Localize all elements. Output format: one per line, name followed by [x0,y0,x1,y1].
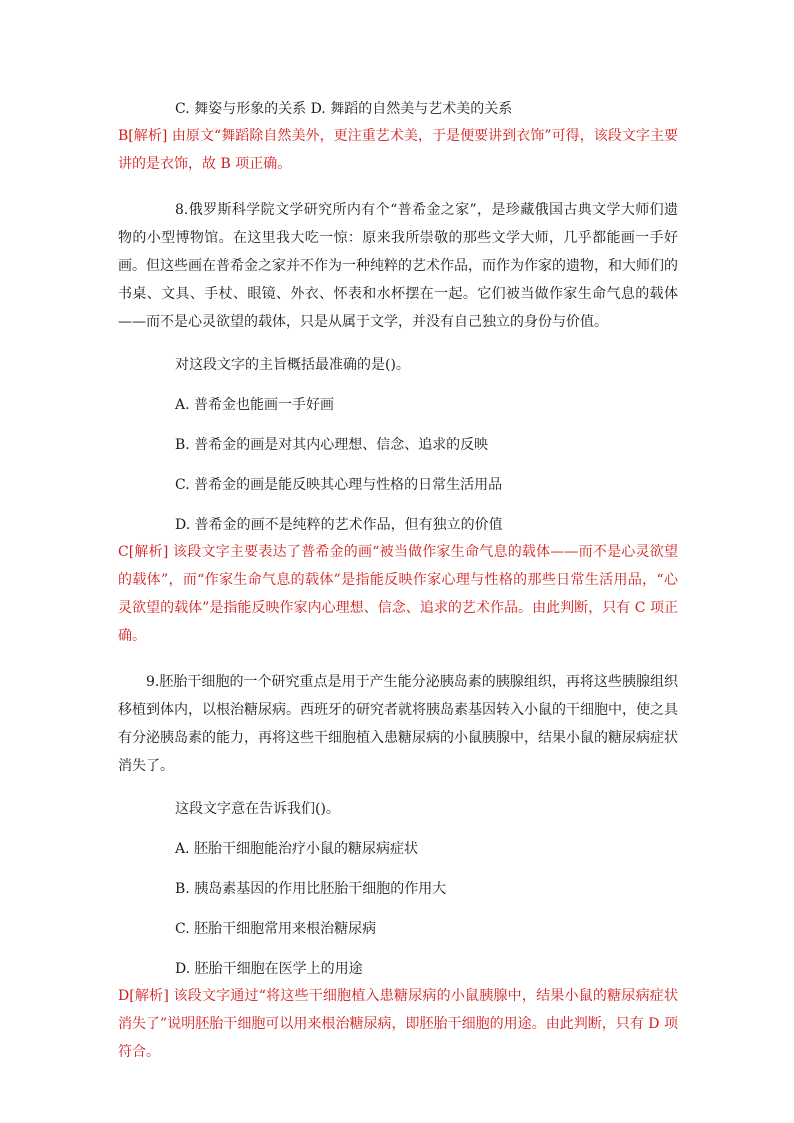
q9-option-c: C. 胚胎干细胞常用来根治糖尿病 [175,921,377,937]
q7-options-line: C. 舞姿与形象的关系 D. 舞蹈的自然美与艺术美的关系 [175,101,513,117]
q7-analysis: B[解析] 由原文“舞蹈除自然美外，更注重艺术美，于是便要讲到衣饰”可得，该段文字主要讲的是衣饰，故 B 项正确。 [118,128,678,172]
q9-option-a: A. 胚胎干细胞能治疗小鼠的糖尿病症状 [175,841,419,857]
q9-analysis: D[解析] 该段文字通过“将这些干细胞植入患糖尿病的小鼠胰腺中，结果小鼠的糖尿病症状消失了”说明胚胎干细胞可以用来根治糖尿病，即胚胎干细胞的用途。由此判断，只有 D 项符合。 [118,988,678,1060]
q9-prompt: 这段文字意在告诉我们()。 [175,801,340,817]
q8-passage: 8.俄罗斯科学院文学研究所内有个“普希金之家”，是珍藏俄国古典文学大师们遗物的小型博物馆。在这里我大吃一惊：原来我所崇敬的那些文学大师，几乎都能画一手好画。但这些画在普希金之家并不作为一种纯粹的艺术作品，而作为作家的遗物，和大师们的书桌、文具、手杖、眼镜、外衣、怀表和水杯摆在一起。它们被当做作家生命气息的载体——而不是心灵欲望的载体，只是从属于文学，并没有自己独立的身份与价值。 [118,202,678,330]
q8-option-c: C. 普希金的画是能反映其心理与性格的日常生活用品 [175,477,503,493]
q8-option-a: A. 普希金也能画一手好画 [175,397,335,413]
q9-option-d: D. 胚胎干细胞在医学上的用途 [175,961,363,977]
q8-analysis: C[解析] 该段文字主要表达了普希金的画“被当做作家生命气息的载体——而不是心灵欲望的载体”，而“作家生命气息的载体”是指能反映作家心理与性格的那些日常生活用品，“心灵欲望的载体”是指能反映作家内心理想、信念、追求的艺术作品。由此判断，只有 C 项正确。 [118,544,678,644]
q8-option-d: D. 普希金的画不是纯粹的艺术作品，但有独立的价值 [175,517,503,533]
document-page [118,96,678,1066]
q8-option-b: B. 普希金的画是对其内心理想、信念、追求的反映 [175,437,489,453]
q9-option-b: B. 胰岛素基因的作用比胚胎干细胞的作用大 [175,881,447,897]
q8-prompt: 对这段文字的主旨概括最准确的是()。 [175,357,410,373]
q9-passage: 9.胚胎干细胞的一个研究重点是用于产生能分泌胰岛素的胰腺组织，再将这些胰腺组织移植到体内，以根治糖尿病。西班牙的研究者就将胰岛素基因转入小鼠的干细胞中，使之具有分泌胰岛素的能力，再将这些干细胞植入患糖尿病的小鼠胰腺中，结果小鼠的糖尿病症状消失了。 [118,674,678,774]
